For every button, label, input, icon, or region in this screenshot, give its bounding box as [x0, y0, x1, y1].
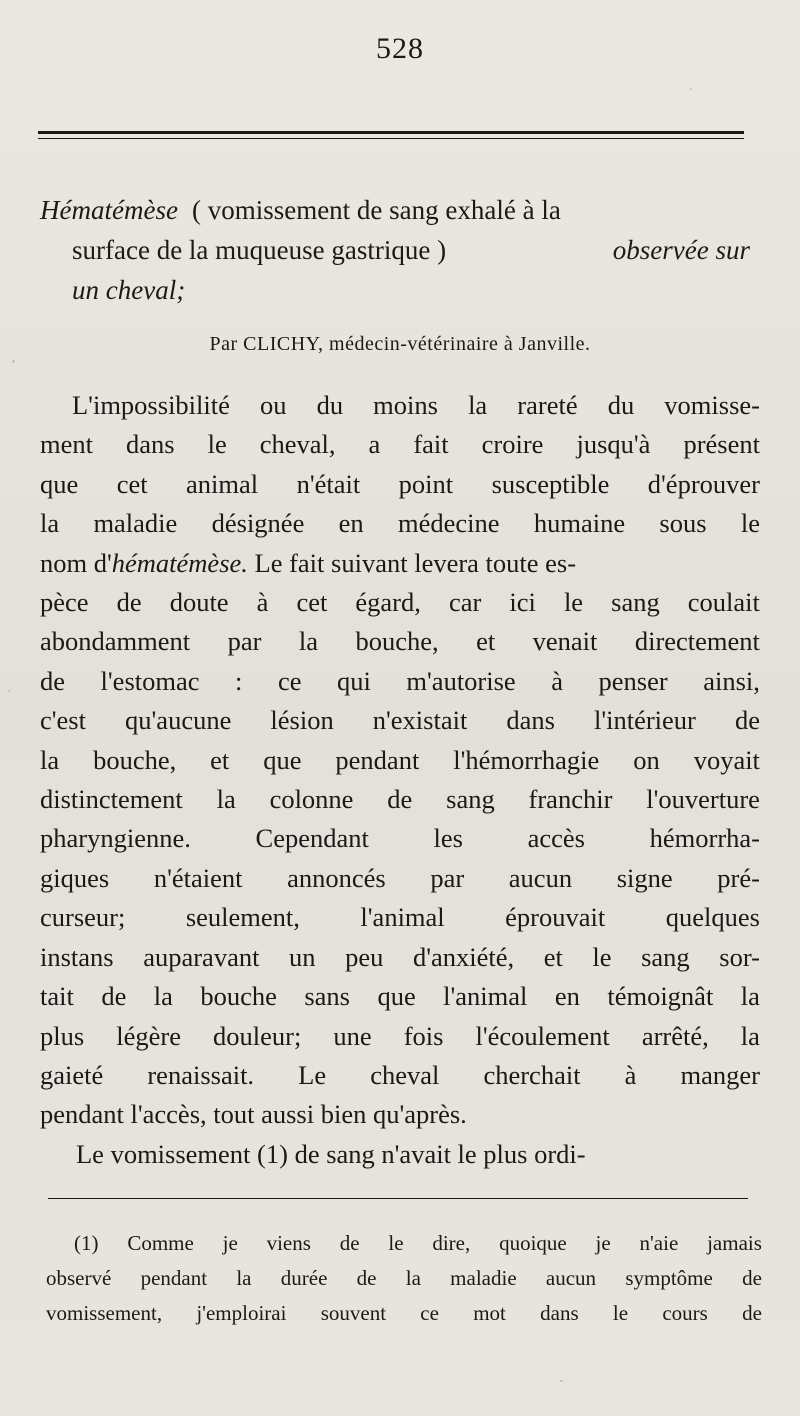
text-line-content: [40, 465, 760, 504]
text-line-content: [40, 583, 760, 622]
paper-speck: [12, 360, 15, 363]
word: d'éprouver: [647, 468, 760, 499]
word: c'est: [40, 705, 86, 736]
word: le: [592, 941, 612, 972]
word: n'aie: [639, 1231, 679, 1255]
text-line: [40, 465, 760, 504]
word: signe: [616, 862, 673, 893]
word: cet: [296, 587, 328, 618]
word: la: [216, 784, 236, 815]
word: aucun: [508, 862, 573, 893]
word: gaieté: [40, 1059, 104, 1090]
word: de: [742, 1301, 762, 1325]
word: car: [448, 587, 482, 618]
word: sans: [304, 981, 350, 1012]
word: animal: [186, 468, 259, 499]
header-rule-thick: [38, 131, 744, 134]
word: un: [289, 941, 316, 972]
word: une: [333, 1020, 372, 1051]
word: sor-: [719, 941, 760, 972]
word: abondamment: [40, 626, 191, 657]
word: ment: [40, 429, 93, 460]
word: la: [298, 626, 318, 657]
word: coulait: [687, 587, 760, 618]
word: pendant: [335, 744, 420, 775]
word: à: [256, 587, 269, 618]
footnote-rule: [48, 1198, 748, 1199]
text-line-content: pendant l'accès, tout aussi bien qu'après.: [40, 1099, 467, 1130]
word: ce: [420, 1301, 439, 1325]
text-line: [40, 741, 760, 780]
word: cherchait: [483, 1059, 581, 1090]
word: à: [624, 1059, 637, 1090]
word: giques: [40, 862, 110, 893]
text-line: [40, 819, 760, 858]
word: à: [551, 665, 563, 696]
word: fait: [413, 429, 449, 460]
word: aucun: [545, 1266, 597, 1290]
word: instans: [40, 941, 114, 972]
word: le: [388, 1231, 404, 1255]
title-line-3: [40, 270, 756, 310]
word: que: [40, 468, 79, 499]
footnote-line-content: [46, 1296, 762, 1331]
word: lésion: [270, 705, 334, 736]
word: durée: [280, 1266, 328, 1290]
text-line: [40, 701, 760, 740]
word: manger: [680, 1059, 760, 1090]
word: la: [40, 744, 60, 775]
paper-speck: [690, 88, 692, 90]
word: du: [316, 390, 344, 420]
word: et: [210, 744, 230, 775]
word: croire: [481, 429, 544, 460]
title-line-1: [40, 190, 756, 230]
word: seulement,: [185, 902, 300, 933]
text-line: [40, 386, 760, 425]
word: m'autorise: [406, 665, 516, 696]
word: éprouvait: [505, 902, 606, 933]
word: arrêté,: [641, 1020, 709, 1051]
text-line-content: [40, 1017, 760, 1056]
text-line-content: [40, 1056, 760, 1095]
word: observé: [46, 1266, 112, 1290]
word: n'existait: [372, 705, 468, 736]
word: n'était: [296, 468, 361, 499]
word: auparavant: [143, 941, 260, 972]
word: souvent: [320, 1301, 387, 1325]
word: tait: [40, 981, 74, 1012]
text-line-content: [40, 504, 760, 543]
main-text: [40, 386, 760, 1174]
word: bouche: [200, 981, 277, 1012]
paper-speck: [560, 1380, 563, 1382]
word: plus: [40, 1020, 85, 1051]
word: et: [543, 941, 563, 972]
word: de: [40, 665, 66, 696]
text-line-content: [40, 622, 760, 661]
title-parenthetical-part1: ( vomissement de sang exhalé à la: [191, 195, 561, 225]
word: pendant: [140, 1266, 208, 1290]
word: l'estomac: [100, 665, 200, 696]
footnote-line-content: [74, 1226, 762, 1261]
word: d'anxiété,: [412, 941, 515, 972]
word: de: [116, 587, 142, 618]
word: le: [740, 508, 760, 539]
word: doute: [169, 587, 229, 618]
title-subject: un cheval;: [72, 275, 186, 305]
word: légère: [116, 1020, 181, 1051]
word: :: [235, 665, 243, 696]
word: vomissement,: [46, 1301, 163, 1325]
word: Le: [298, 1059, 327, 1090]
word: ici: [509, 587, 536, 618]
text-line: [40, 898, 760, 937]
word: l'hémorrhagie: [453, 744, 600, 775]
title-observed: observée sur: [612, 235, 750, 265]
italic-term: hématémèse.: [111, 547, 248, 578]
word: humaine: [533, 508, 626, 539]
word: curseur;: [40, 902, 126, 933]
word: de: [742, 1266, 762, 1290]
word: colonne: [269, 784, 354, 815]
word: venait: [532, 626, 598, 657]
text-line: [40, 425, 760, 464]
text-line: [40, 1095, 760, 1134]
word: de: [356, 1266, 377, 1290]
word: du: [607, 390, 635, 420]
text-line-content: [40, 780, 760, 819]
word: l'animal: [443, 981, 528, 1012]
word: Comme: [127, 1231, 194, 1255]
word: que: [377, 981, 416, 1012]
word: vomisse-: [664, 390, 760, 420]
word: sang: [641, 941, 690, 972]
word: bouche,: [355, 626, 439, 657]
text-line: [40, 938, 760, 977]
word: pharyngienne.: [40, 823, 191, 854]
text-line-content: nom d'hématémèse. Le fait suivant levera toute es-: [40, 547, 577, 578]
word: qu'aucune: [125, 705, 232, 736]
text-line: [40, 583, 760, 622]
word: le: [207, 429, 227, 460]
word: a: [368, 429, 381, 460]
title-line-2: [40, 230, 756, 270]
word: l'écoulement: [475, 1020, 610, 1051]
word: sang: [446, 784, 495, 815]
text-line: [40, 662, 760, 701]
word: viens: [266, 1231, 311, 1255]
word: voyait: [693, 744, 760, 775]
text-line: [40, 780, 760, 819]
word: la: [468, 390, 488, 420]
word: Cependant: [255, 823, 369, 854]
word: dire,: [432, 1231, 471, 1255]
footnote-line-content: [46, 1261, 762, 1296]
text-line: [40, 977, 760, 1016]
word: de: [734, 705, 760, 736]
word: par: [430, 862, 465, 893]
word: L'impossibilité: [72, 390, 230, 420]
page-number: 528: [376, 32, 424, 65]
word: cheval,: [259, 429, 336, 460]
text-line: [40, 1056, 760, 1095]
word: quelques: [665, 902, 760, 933]
footnote-line: [46, 1261, 762, 1296]
word: la: [405, 1266, 421, 1290]
header-rule-thin: [38, 138, 744, 139]
word: l'animal: [360, 902, 445, 933]
text-line-content: Le vomissement (1) de sang n'avait le plus ordi-: [76, 1138, 586, 1169]
text-line: [40, 622, 760, 661]
text-line-paragraph-start: [40, 1135, 760, 1174]
text-line-content: [40, 859, 760, 898]
text-line-content: [72, 386, 760, 425]
footnote-line: [46, 1296, 762, 1331]
word: en: [338, 508, 364, 539]
word: dans: [506, 705, 555, 736]
word: je: [595, 1231, 611, 1255]
word: de: [339, 1231, 360, 1255]
word: désignée: [211, 508, 305, 539]
word: douleur;: [213, 1020, 302, 1051]
text-line-with-italic: [40, 544, 760, 583]
title-term: Hématémèse: [40, 195, 178, 225]
footnote: [46, 1226, 762, 1331]
word: mot: [473, 1301, 506, 1325]
text-line-content: [40, 701, 760, 740]
word: jamais: [707, 1231, 762, 1255]
word: ainsi,: [703, 665, 760, 696]
word: (1): [74, 1231, 99, 1255]
word: la: [153, 981, 173, 1012]
word: les: [433, 823, 463, 854]
word: fois: [403, 1020, 444, 1051]
word: égard,: [355, 587, 421, 618]
word: en: [554, 981, 580, 1012]
paper-speck: [8, 690, 10, 692]
word: accès: [527, 823, 585, 854]
word: de: [101, 981, 127, 1012]
word: hémorrha-: [649, 823, 760, 854]
word: renaissait.: [147, 1059, 255, 1090]
text-line-content: [40, 425, 760, 464]
text-line-content: [40, 741, 760, 780]
word: le: [563, 587, 584, 618]
word: cheval: [370, 1059, 440, 1090]
word: cours: [662, 1301, 708, 1325]
word: l'intérieur: [593, 705, 696, 736]
text-line-content: [40, 662, 760, 701]
word: cet: [116, 468, 148, 499]
text-line: [40, 504, 760, 543]
word: médecine: [397, 508, 500, 539]
word: ce: [277, 665, 302, 696]
text-line: [40, 1017, 760, 1056]
word: pèce: [40, 587, 89, 618]
word: annoncés: [287, 862, 386, 893]
word: penser: [598, 665, 668, 696]
word: maladie: [93, 508, 178, 539]
text-line-content: [40, 898, 760, 937]
title-parenthetical-part2: surface de la muqueuse gastrique ): [72, 235, 447, 265]
word: directement: [634, 626, 760, 657]
word: bouche,: [93, 744, 177, 775]
word: susceptible: [491, 468, 610, 499]
word: maladie: [450, 1266, 517, 1290]
word: symptôme: [625, 1266, 713, 1290]
word: n'étaient: [153, 862, 243, 893]
text-line-content: [40, 819, 760, 858]
text-line-content: [40, 938, 760, 977]
word: le: [612, 1301, 629, 1325]
text-line: [40, 859, 760, 898]
word: moins: [373, 390, 438, 420]
word: la: [740, 1020, 760, 1051]
text-line-content: [40, 977, 760, 1016]
word: on: [633, 744, 660, 775]
word: pré-: [717, 862, 760, 893]
word: et: [476, 626, 496, 657]
word: rareté: [517, 390, 578, 420]
word: présent: [683, 429, 760, 460]
word: la: [236, 1266, 252, 1290]
word: témoignât: [607, 981, 714, 1012]
word: peu: [345, 941, 384, 972]
word: dans: [540, 1301, 579, 1325]
word: qui: [337, 665, 371, 696]
word: j'emploirai: [196, 1301, 287, 1325]
word: jusqu'à: [576, 429, 651, 460]
word: franchir: [528, 784, 613, 815]
article-title: [40, 190, 756, 310]
word: dans: [126, 429, 175, 460]
word: la: [40, 508, 60, 539]
author-byline: Par CLICHY, médecin-vétérinaire à Janville.: [209, 333, 591, 355]
word: sang: [611, 587, 660, 618]
word: par: [227, 626, 262, 657]
word: distinctement: [40, 784, 183, 815]
word: sous: [659, 508, 707, 539]
word: quoique: [499, 1231, 567, 1255]
word: la: [740, 981, 760, 1012]
word: de: [387, 784, 413, 815]
word: l'ouverture: [646, 784, 760, 815]
word: je: [222, 1231, 238, 1255]
word: point: [398, 468, 454, 499]
word: que: [263, 744, 302, 775]
word: ou: [259, 390, 287, 420]
footnote-line: [46, 1226, 762, 1261]
